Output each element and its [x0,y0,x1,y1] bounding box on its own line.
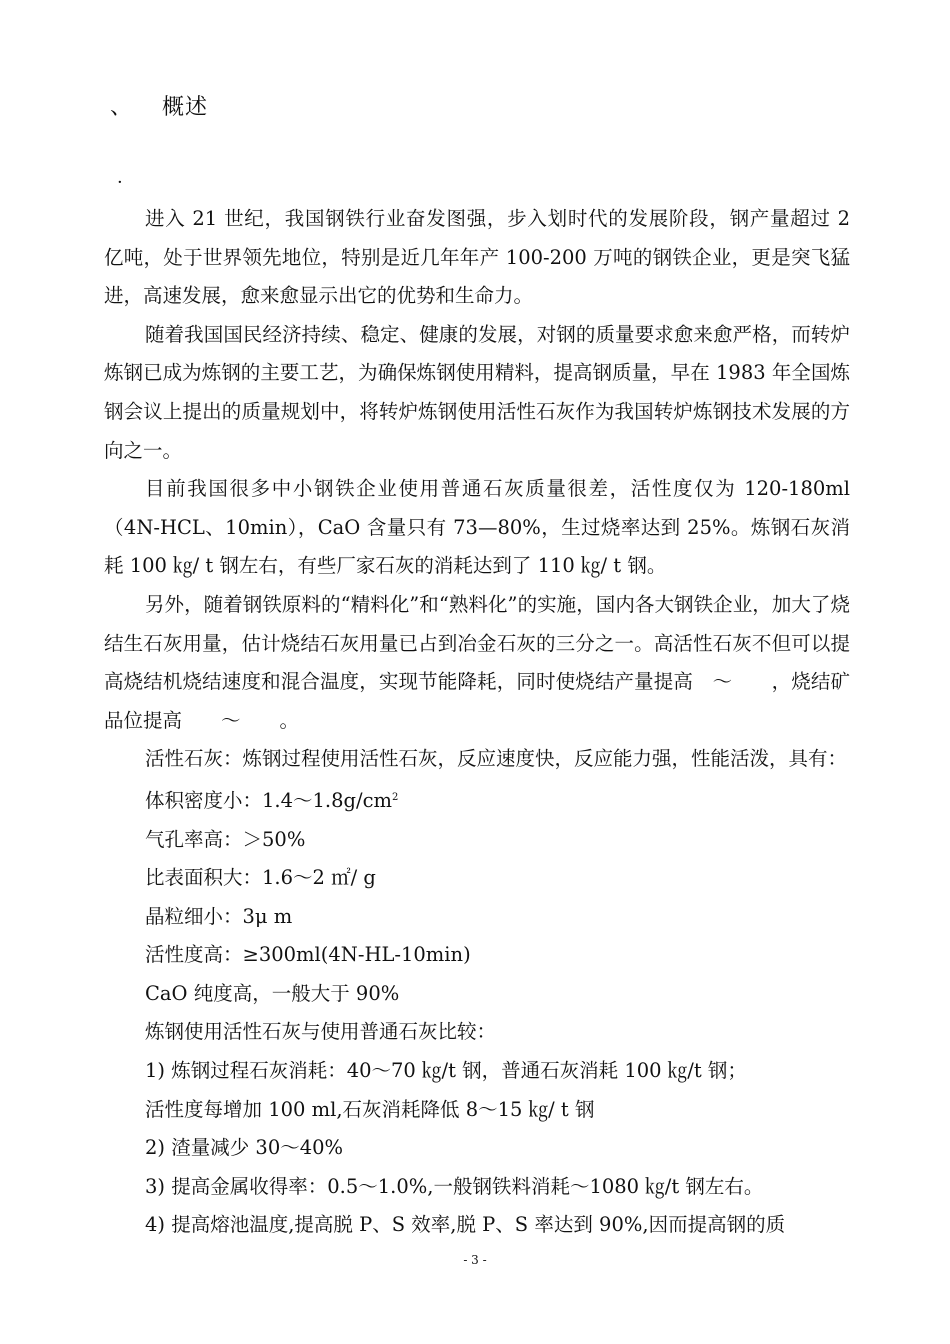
page-number: - 3 - [463,1253,487,1267]
comparison-item-1-note: 活性度每增加 100 ml,石灰消耗降低 8～15 ㎏/ t 钢 [145,1097,595,1121]
density-text: 体积密度小：1.4～1.8g/cm [145,788,392,812]
section-heading [110,90,208,121]
comparison-item-1: 1) 炼钢过程石灰消耗：40～70 ㎏/t 钢，普通石灰消耗 100 ㎏/t 钢； [145,1059,747,1083]
paragraph-sintering: 另外，随着钢铁原料的“精料化”和“熟料化”的实施，国内各大钢铁企业，加大了烧结生石灰用量，估计烧结石灰用量已占到冶金石灰的三分之一。高活性石灰不但可以提高烧结机烧结速度和混合温度，实现节能降耗，同时使烧结产量提高 ～ ，烧结矿品位提高 ～ 。 [104,592,850,732]
paragraph-current-status: 目前我国很多中小钢铁企业使用普通石灰质量很差，活性度仅为 120-180ml（4N-HCL、10min），CaO 含量只有 73—80%，生过烧率达到 25%。炼钢石灰消耗 100 ㎏/ t 钢左右，有些厂家石灰的消耗达到了 110 ㎏/ t 钢。 [104,477,850,578]
comparison-item-3: 3) 提高金属收得率：0.5～1.0%,一般钢铁料消耗～1080 ㎏/t 钢左右。 [145,1174,764,1198]
comparison-item-4: 4) 提高熔池温度,提高脱 P、S 效率,脱 P、S 率达到 90%,因而提高钢的质 [145,1213,786,1237]
property-porosity: 气孔率高：＞50% [145,827,306,851]
body-text [104,200,850,1245]
property-density [104,779,850,821]
comparison-heading: 炼钢使用活性石灰与使用普通石灰比较： [145,1020,497,1044]
bullet-dot: · [117,172,123,193]
heading-mark: 、 [110,95,134,120]
property-activity: 活性度高：≥300ml(4N-HL-10min) [145,943,471,967]
heading-title: 概述 [162,95,209,120]
paragraph-intro: 进入 21 世纪，我国钢铁行业奋发图强，步入划时代的发展阶段，钢产量超过 2 亿吨，处于世界领先地位，特别是近几年年产 100-200 万吨的钢铁企业，更是突飞猛进，高速发展，愈来愈显示出它的优势和生命力。 [104,207,850,308]
comparison-item-2: 2) 渣量减少 30～40% [145,1136,344,1160]
density-superscript: 2 [392,791,399,803]
paragraph-active-lime: 活性石灰：炼钢过程使用活性石灰，反应速度快，反应能力强，性能活泼，具有： [145,747,848,771]
property-grain-size: 晶粒细小：3μ m [145,904,293,928]
paragraph-development: 随着我国国民经济持续、稳定、健康的发展，对钢的质量要求愈来愈严格，而转炉炼钢已成为炼钢的主要工艺，为确保炼钢使用精料，提高钢质量，早在 1983 年全国炼钢会议上提出的质量规划中，将转炉炼钢使用活性石灰作为我国转炉炼钢技术发展的方向之一。 [104,322,850,462]
property-purity: CaO 纯度高，一般大于 90% [145,981,400,1005]
property-surface-area: 比表面积大：1.6～2 ㎡/ g [145,866,376,890]
